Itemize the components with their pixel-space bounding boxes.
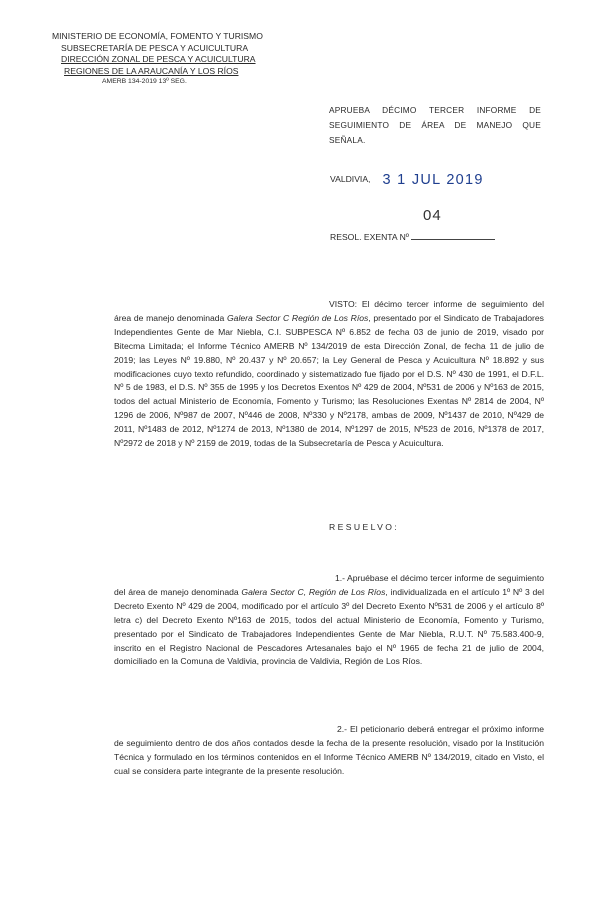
item1-text-2: , individualizada en el artículo 1º Nº 3 del Decreto Exento Nº 429 de 2004, modificado por el artículo 3º del Decreto Exento Nº531 de 2006 y el artículo 8º letra c) del Decreto Exento Nº163 de 2015, todos del actual Ministerio de Economía, Fomento y Turismo, presentado por el Sindicato de Trabajadores Independientes Gente de Mar Niebla, R.U.T. Nº 75.583.400-9, inscrito en el Registro Nacional de Pescadores Artesanales bajo el Nº 1965 de fecha 21 de julio de 2004, domiciliado en la Comuna de Valdivia, provincia de Valdivia, Región de Los Ríos. (114, 586, 544, 667)
resolution-subject: APRUEBA DÉCIMO TERCER INFORME DE SEGUIMIENTO DE ÁREA DE MANEJO QUE SEÑALA. (329, 105, 541, 145)
item1-text-1: 1.- Apruébase el décimo tercer informe de seguimiento del área de manejo denominada (114, 573, 544, 597)
letterhead (52, 31, 272, 87)
reference-code: AMERB 134-2019 13º SEG. (102, 78, 187, 86)
resolution-item-1 (114, 572, 544, 669)
direccion-zonal-name: DIRECCIÓN ZONAL DE PESCA Y ACUICULTURA (61, 54, 256, 65)
regiones-name: REGIONES DE LA ARAUCANÍA Y LOS RÍOS (64, 65, 239, 76)
resolution-label-line (330, 232, 495, 242)
visto-paragraph (114, 298, 544, 451)
resolution-label: RESOL. EXENTA Nº (330, 232, 409, 242)
resuelvo-heading: RESUELVO: (329, 522, 400, 532)
visto-text-1: El décimo tercer informe de seguimiento del área de manejo denominada (114, 299, 544, 323)
visto-text-2: , presentado por el Sindicato de Trabajadores Independientes Gente de Mar Niebla, C.I. SUBPESCA Nº 6.852 de fecha 03 de junio de 2019, visado por Bitecma Limitada; el Informe Técnico AMERB Nº 134/2019 de esta Dirección Zonal, de fecha 11 de julio de 2019; las Leyes Nº 19.880, Nº 20.437 y Nº 20.657; la Ley General de Pesca y Acuicultura Nº 18.892 y sus modificaciones cuyo texto refundido, coordinado y sistematizado fue fijado por el D.S. Nº 430 de 1991, el D.F.L. Nº 5 de 1983, el D.S. Nº 355 de 1995 y los Decretos Exentos Nº 429 de 2004, Nº531 de 2006 y Nº163 de 2015, todos del actual Ministerio de Economía, Fomento y Turismo; las Resoluciones Exentas Nº 2814 de 2004, Nº 1296 de 2006, Nº987 de 2007, Nº446 de 2008, Nº330 y Nº2178, ambas de 2009, Nº1437 de 2010, Nº429 de 2011, Nº1483 de 2012, Nº1274 de 2013, Nº1380 de 2014, Nº1297 de 2015, Nº523 de 2016, Nº1378 de 2017, Nº2972 de 2018 y Nº 2159 de 2019, todas de la Subsecretaría de Pesca y Acuicultura. (114, 312, 544, 449)
visto-lead: VISTO: (329, 299, 358, 309)
date-stamp: 3 1 JUL 2019 (382, 172, 484, 188)
date-line (330, 170, 484, 186)
subsecretaria-name: SUBSECRETARÍA DE PESCA Y ACUICULTURA (61, 42, 249, 53)
city-label: VALDIVIA, (330, 174, 371, 184)
ministry-name: MINISTERIO DE ECONOMÍA, FOMENTO Y TURISMO (52, 31, 263, 41)
resolution-item-2: 2.- El peticionario deberá entregar el próximo informe de seguimiento dentro de dos años contados desde la fecha de la presente resolución, visado por la Institución Técnica y formulado en los términos contenidos en el Informe Técnico AMERB Nº 134/2019, citado en Visto, el cual se considera parte integrante de la presente resolución. (114, 724, 544, 776)
visto-area-name: Galera Sector C Región de Los Ríos (227, 312, 369, 323)
resolution-number: 04 (423, 207, 442, 224)
resolution-number-blank (411, 233, 495, 240)
item1-area-name: Galera Sector C, Región de Los Ríos (241, 586, 386, 597)
